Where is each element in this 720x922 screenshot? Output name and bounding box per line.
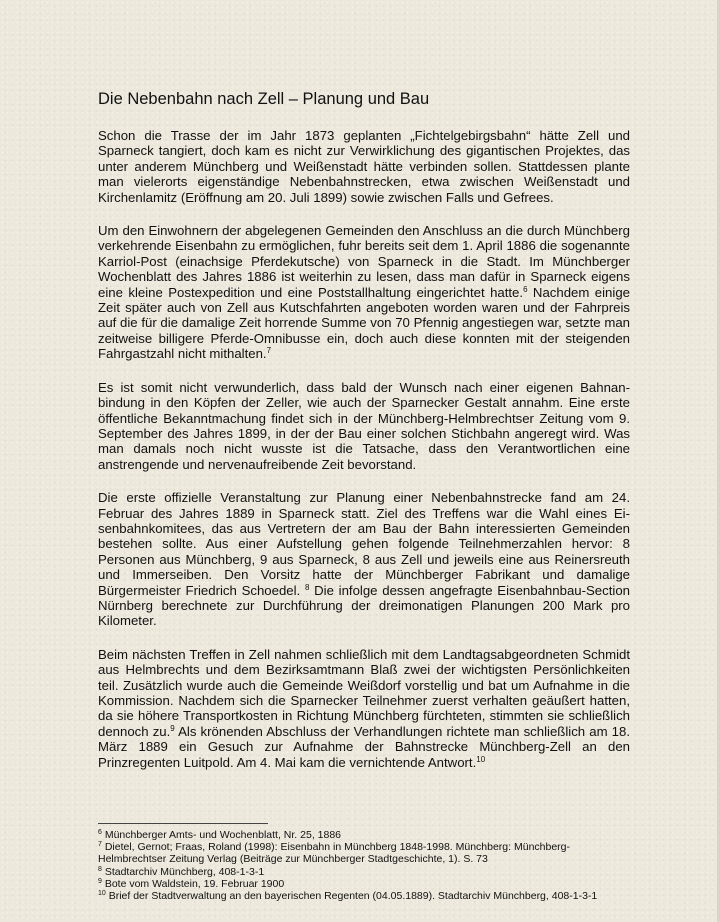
footnote-text: Brief der Stadtverwaltung an den bayerischen Regenten (04.05.1889). Stadtarchiv Münchberg, 408-1-3-1 [105, 890, 598, 903]
paragraph-text: Schon die Trasse der im Jahr 1873 geplanten „Fichtelgebirgsbahn“ hätte Zell und Sparneck tangiert, doch kam es nicht zur Verwirklichung des gigantischen Projektes, das unter anderem Münchberg und Weißenstadt hätte verbinden sollen. Stattdessen plante man vielerorts eigenständige Nebenbahnstrecken, etwa zwischen Weißenstadt und Kirchenlamitz (Eröffnung am 20. Juli 1899) sowie zwischen Falls und Gefrees. [98, 128, 630, 205]
paragraph [98, 380, 630, 472]
footnote [98, 878, 618, 890]
paragraph [98, 223, 630, 362]
footnote-number: 7 [98, 841, 102, 849]
footnote-reference[interactable]: 9 [170, 723, 175, 733]
footnote-text: Bote vom Waldstein, 19. Februar 1900 [101, 877, 285, 890]
footnote [98, 829, 618, 841]
footnote [98, 866, 618, 878]
footnotes [98, 829, 618, 902]
footnote [98, 841, 618, 865]
paragraph-text: Die infolge dessen angefragte Eisenbahnbau-Section Nürnberg berechnete zur Durchführung der dreimonatigen Planungen 200 Mark pro Kilometer. [98, 582, 630, 629]
paragraph-text: Beim nächsten Treffen in Zell nahmen schließlich mit dem Landtagsabgeordneten Schmidt aus Helmbrechts und dem Bezirksamtmann Blaß zwei der wichtigsten Persönlichkeiten teil. Zusätzlich wurde auch die Gemeinde Weißdorf vorstellig und bat um Aufnahme in die Kommission. Nachdem sich die Sparnecker Teilnehmer zuerst verhalten geäußert hatten, da sie höhere Transportkosten in Richtung Münchberg fürchteten, stimmten sie schließlich dennoch zu. [98, 646, 630, 739]
paragraph-text: Nachdem einige Zeit später auch von Zell aus Kutschfahrten angeboten worden waren und der Fahrpreis auf die für die damalige Zeit horrende Summe von 70 Pfennig angestiegen war, setzte man zeitweise billigere Pferde-Omnibusse ein, doch auch diese konnten mit der steigenden Fahrgastzahl nicht mithalten. [98, 284, 630, 362]
paragraph-text: Um den Einwohnern der abgelegenen Gemeinden den Anschluss an die durch Münchberg verkehrende Eisenbahn zu ermöglichen, fuhr bereits seit dem 1. April 1886 die sogenannte Karriol-Post (einachsige Pferdekutsche) von Sparneck in die Stadt. Im Münchberger Wochenblatt des Jahres 1886 ist weiterhin zu lesen, dass man dafür in Sparneck eigens eine kleine Postexpedition und eine Poststallhaltung eingerichtet hatte. [98, 223, 630, 300]
footnote-text: Stadtarchiv Münchberg, 408-1-3-1 [101, 865, 265, 878]
footnote-number: 6 [98, 829, 102, 836]
footnote-number: 10 [98, 890, 106, 898]
paragraph [98, 128, 630, 205]
paragraph [98, 647, 630, 770]
body-text [98, 128, 630, 770]
footnote-reference[interactable]: 7 [266, 346, 272, 356]
document-page [98, 89, 630, 788]
footnote-number: 9 [98, 877, 102, 885]
footnote [98, 890, 618, 902]
footnote-reference[interactable]: 6 [523, 284, 528, 294]
paragraph-text: Es ist somit nicht verwunderlich, dass bald der Wunsch nach einer eigenen Bahnanbindung in den Köpfen der Zeller, wie auch der Sparnecker Gestalt annahm. Eine erste öffentliche Bekanntmachung findet sich in der Münchberg-Helmbrechtser Zeitung vom 9. September des Jahres 1899, in der der Bau einer solchen Stichbahn angeregt wird. Was man damals noch nicht wusste ist die Tatsache, dass den Verantwortlichen eine anstrengende und nervenaufreibende Zeit bevorstand. [98, 379, 630, 472]
footnote-reference[interactable]: 10 [476, 754, 486, 764]
footnote-number: 8 [98, 865, 102, 873]
footnote-reference[interactable]: 8 [304, 582, 310, 592]
paragraph-text: Die erste offizielle Veranstaltung zur Planung einer Nebenbahnstrecke fand am 24. Februar des Jahres 1889 in Sparneck statt. Ziel des Treffens war die Wahl eines Eisenbahnkomitees, das aus Vertretern der am Bau der Bahn interessierten Gemeinden bestehen sollte. Aus einer Aufstellung gehen folgende Teilnehmerzahlen hervor: 8 Personen aus Münchberg, 9 aus Sparneck, 8 aus Zell und jeweils eine aus Reinersreuth und Immerseiben. Den Vorsitz hatte der Münchberger Fabrikant und damalige Bürgermeister Friedrich Schoedel. [98, 490, 630, 598]
footnote-separator [98, 823, 268, 824]
footnote-text: Münchberger Amts- und Wochenblatt, Nr. 25, 1886 [101, 829, 342, 841]
footnote-text: Dietel, Gernot; Fraas, Roland (1998): Eisenbahn in Münchberg 1848-1998. Münchberg: Münchberg-Helmbrechtser Zeitung Verlag (Beiträge zur Münchberger Stadtgeschichte, 1). S. 73 [98, 841, 571, 866]
document-title: Die Nebenbahn nach Zell – Planung und Bau [98, 90, 430, 108]
paragraph-text: Als krönenden Abschluss der Verhandlungen richtete man schließlich am 18. März 1889 ein Gesuch zur Aufnahme der Bahnstrecke Münchberg-Zell an den Prinzregenten Luitpold. Am 4. Mai kam die vernichtende Antwort. [98, 723, 630, 770]
paragraph [98, 490, 630, 629]
